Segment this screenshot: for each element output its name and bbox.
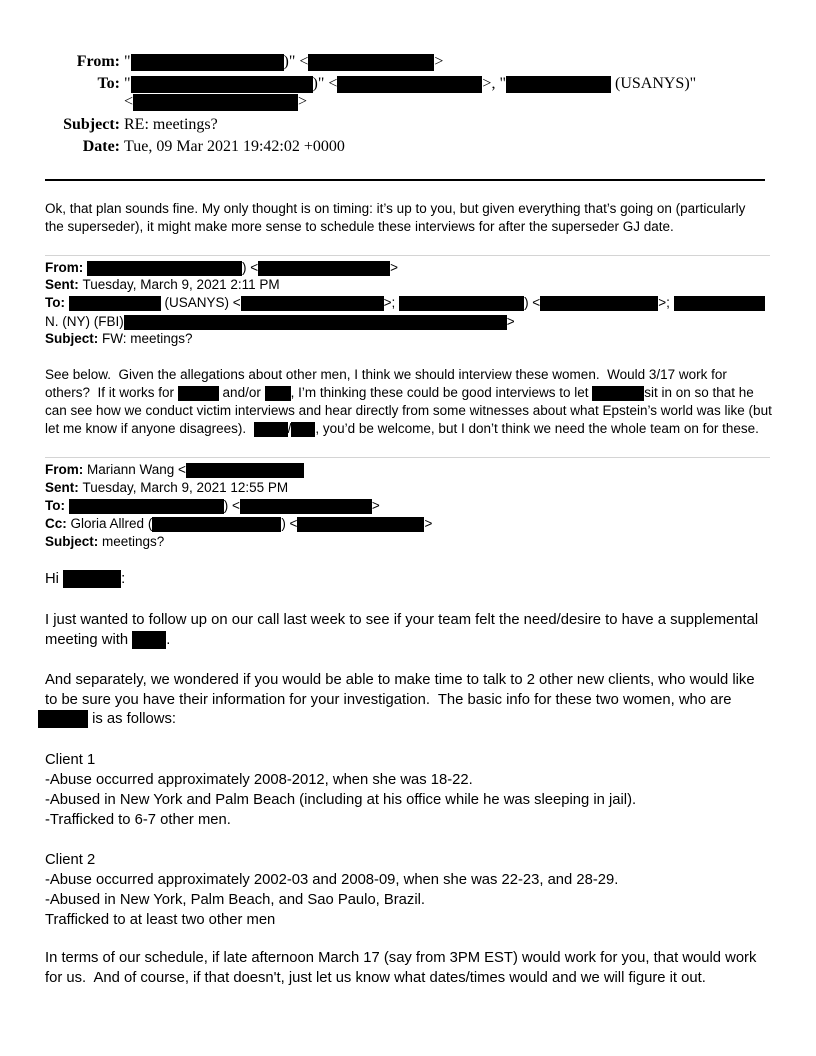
fwd-body-text: , you’d be welcome, but I don’t think we need the whole team on for these. xyxy=(315,421,759,436)
fwd-to-row-continued xyxy=(45,313,515,331)
closing-line: for us. And of course, if that doesn't, just let us know what dates/times would and we will figure it out. xyxy=(45,970,706,986)
header-divider xyxy=(45,179,765,181)
header-subject-label: Subject: xyxy=(63,116,120,133)
client-1-item: -Abused in New York and Palm Beach (including at his office while he was sleeping in jail). xyxy=(45,792,637,808)
header-date-value xyxy=(124,137,345,157)
redaction-box xyxy=(152,517,281,532)
body-line: I just wanted to follow up on our call last week to see if your team felt the need/desire to have a supplemental xyxy=(45,612,759,628)
message-divider xyxy=(45,255,770,256)
header-to-text: (USANYS)" xyxy=(610,75,697,92)
body-line xyxy=(45,630,170,650)
header-to-text: " xyxy=(124,75,131,92)
orig-cc-text: Gloria Allred ( xyxy=(70,516,153,531)
fwd-body-line: can see how we conduct victim interviews and hear directly from some witnesses about what Epstein’s world was like (but xyxy=(45,403,772,418)
redaction-box xyxy=(131,76,313,93)
header-date-text: Tue, 09 Mar 2021 19:42:02 +0000 xyxy=(124,138,345,155)
redaction-box xyxy=(87,261,242,276)
body-text: . xyxy=(166,632,171,648)
redaction-box xyxy=(186,463,304,478)
header-date-row xyxy=(0,137,816,157)
header-from-text: )" < xyxy=(283,53,309,70)
orig-to-row xyxy=(45,497,380,515)
fwd-sent-text: Tuesday, March 9, 2021 2:11 PM xyxy=(82,277,280,292)
header-to-text: >, " xyxy=(482,75,506,92)
orig-cc-text: > xyxy=(424,516,433,531)
header-to-row xyxy=(0,74,816,94)
redaction-box xyxy=(69,499,224,514)
fwd-body-text: and/or xyxy=(218,385,265,400)
fwd-to-text: ) < xyxy=(524,295,541,310)
fwd-from-row xyxy=(45,259,398,277)
fwd-to-text: >; xyxy=(383,295,400,310)
greeting-line xyxy=(45,569,125,589)
header-to-value xyxy=(124,74,696,94)
fwd-sent-row xyxy=(45,276,280,294)
orig-to-text: > xyxy=(371,498,380,513)
fwd-from-text: ) < xyxy=(242,260,259,275)
orig-subject-label: Subject: xyxy=(45,534,99,549)
fwd-from-text: > xyxy=(390,260,399,275)
fwd-body-text: let me know if anyone disagrees). xyxy=(45,421,254,436)
redaction-box xyxy=(69,296,161,311)
header-from-text: > xyxy=(434,53,444,70)
orig-cc-label: Cc: xyxy=(45,516,67,531)
redaction-box xyxy=(63,570,121,588)
fwd-to-label: To: xyxy=(45,295,65,310)
body-text: meeting with xyxy=(45,632,133,648)
fwd-body-text: / xyxy=(287,421,292,436)
client-1-item: -Abuse occurred approximately 2008-2012, when she was 18-22. xyxy=(45,772,473,788)
header-from-text: " xyxy=(124,53,131,70)
greeting-text: Hi xyxy=(45,571,64,587)
redaction-box xyxy=(124,315,507,330)
fwd-body-text: , I’m thinking these could be good interviews to let xyxy=(290,385,593,400)
redaction-box xyxy=(132,631,166,649)
fwd-body-line: See below. Given the allegations about other men, I think we should interview these women. Would 3/17 work for xyxy=(45,367,727,382)
redaction-box xyxy=(540,296,658,311)
header-to-row-continued xyxy=(0,92,816,112)
fwd-sent-label: Sent: xyxy=(45,277,79,292)
orig-to-text: ) < xyxy=(223,498,240,513)
redaction-box xyxy=(178,386,219,401)
header-to-label: To: xyxy=(97,75,120,92)
orig-sent-label: Sent: xyxy=(45,480,79,495)
fwd-to-text: >; xyxy=(658,295,674,310)
fwd-subject-text: FW: meetings? xyxy=(102,331,193,346)
fwd-from-label: From: xyxy=(45,260,84,275)
header-to-text: )" < xyxy=(312,75,338,92)
redaction-box xyxy=(241,296,384,311)
client-1-item: -Trafficked to 6-7 other men. xyxy=(45,812,231,828)
orig-subject-text: meetings? xyxy=(102,534,165,549)
header-date-label: Date: xyxy=(82,138,120,155)
orig-sent-text: Tuesday, March 9, 2021 12:55 PM xyxy=(82,480,289,495)
header-to-text: > xyxy=(298,93,308,110)
body-line: And separately, we wondered if you would be able to make time to talk to 2 other new clients, who would like xyxy=(45,672,755,688)
header-from-row xyxy=(0,52,816,72)
fwd-subject-label: Subject: xyxy=(45,331,99,346)
body-line xyxy=(38,709,176,729)
client-2-item: -Abuse occurred approximately 2002-03 and 2008-09, when she was 22-23, and 28-29. xyxy=(45,872,619,888)
fwd-body-line xyxy=(45,420,759,438)
body-text: is as follows: xyxy=(88,711,176,727)
redaction-box xyxy=(308,54,434,71)
fwd-to-text: > xyxy=(506,314,515,329)
redaction-box xyxy=(131,54,284,71)
header-subject-text: RE: meetings? xyxy=(124,116,218,133)
redaction-box xyxy=(291,422,315,437)
redaction-box xyxy=(258,261,390,276)
orig-from-row xyxy=(45,461,304,479)
redaction-box xyxy=(265,386,291,401)
client-2-item: -Abused in New York, Palm Beach, and Sao Paulo, Brazil. xyxy=(45,892,426,908)
orig-cc-text: ) < xyxy=(281,516,298,531)
orig-cc-row xyxy=(45,515,432,533)
redaction-box xyxy=(254,422,288,437)
orig-from-text: Mariann Wang < xyxy=(87,462,186,477)
orig-sent-row xyxy=(45,479,288,497)
redaction-box xyxy=(133,94,298,111)
redaction-box xyxy=(38,710,88,728)
orig-subject-row xyxy=(45,533,164,551)
redaction-box xyxy=(674,296,765,311)
reply-line: the superseder), it might make more sense to schedule these interviews for after the superseder GJ date. xyxy=(45,219,674,234)
header-subject-value xyxy=(124,115,218,135)
fwd-to-row xyxy=(45,294,765,312)
body-line: to be sure you have their information for your investigation. The basic info for these two women, who are xyxy=(45,692,732,708)
orig-to-label: To: xyxy=(45,498,65,513)
redaction-box xyxy=(337,76,482,93)
orig-from-label: From: xyxy=(45,462,84,477)
header-to-text: < xyxy=(124,93,134,110)
fwd-body-text: sit in on so that he xyxy=(644,385,754,400)
closing-line: In terms of our schedule, if late afternoon March 17 (say from 3PM EST) would work for you, that would work xyxy=(45,950,757,966)
redaction-box xyxy=(297,517,424,532)
fwd-body-text: others? If it works for xyxy=(45,385,178,400)
header-subject-row xyxy=(0,115,816,135)
greeting-text: : xyxy=(121,571,126,587)
redaction-box xyxy=(592,386,644,401)
header-from-value xyxy=(124,52,443,72)
client-2-item: Trafficked to at least two other men xyxy=(45,912,276,928)
client-2-title: Client 2 xyxy=(45,852,96,868)
redaction-box xyxy=(506,76,611,93)
reply-line: Ok, that plan sounds fine. My only thought is on timing: it’s up to you, but given everything that’s going on (particularly xyxy=(45,201,746,216)
header-to-value-continued xyxy=(124,92,307,112)
fwd-body-line xyxy=(45,384,754,402)
client-1-title: Client 1 xyxy=(45,752,96,768)
message-divider xyxy=(45,457,770,458)
header-from-label: From: xyxy=(76,53,120,70)
fwd-subject-row xyxy=(45,330,193,348)
redaction-box xyxy=(399,296,524,311)
redaction-box xyxy=(240,499,372,514)
fwd-to-text: N. (NY) (FBI) xyxy=(45,314,124,329)
fwd-to-text: (USANYS) < xyxy=(160,295,241,310)
